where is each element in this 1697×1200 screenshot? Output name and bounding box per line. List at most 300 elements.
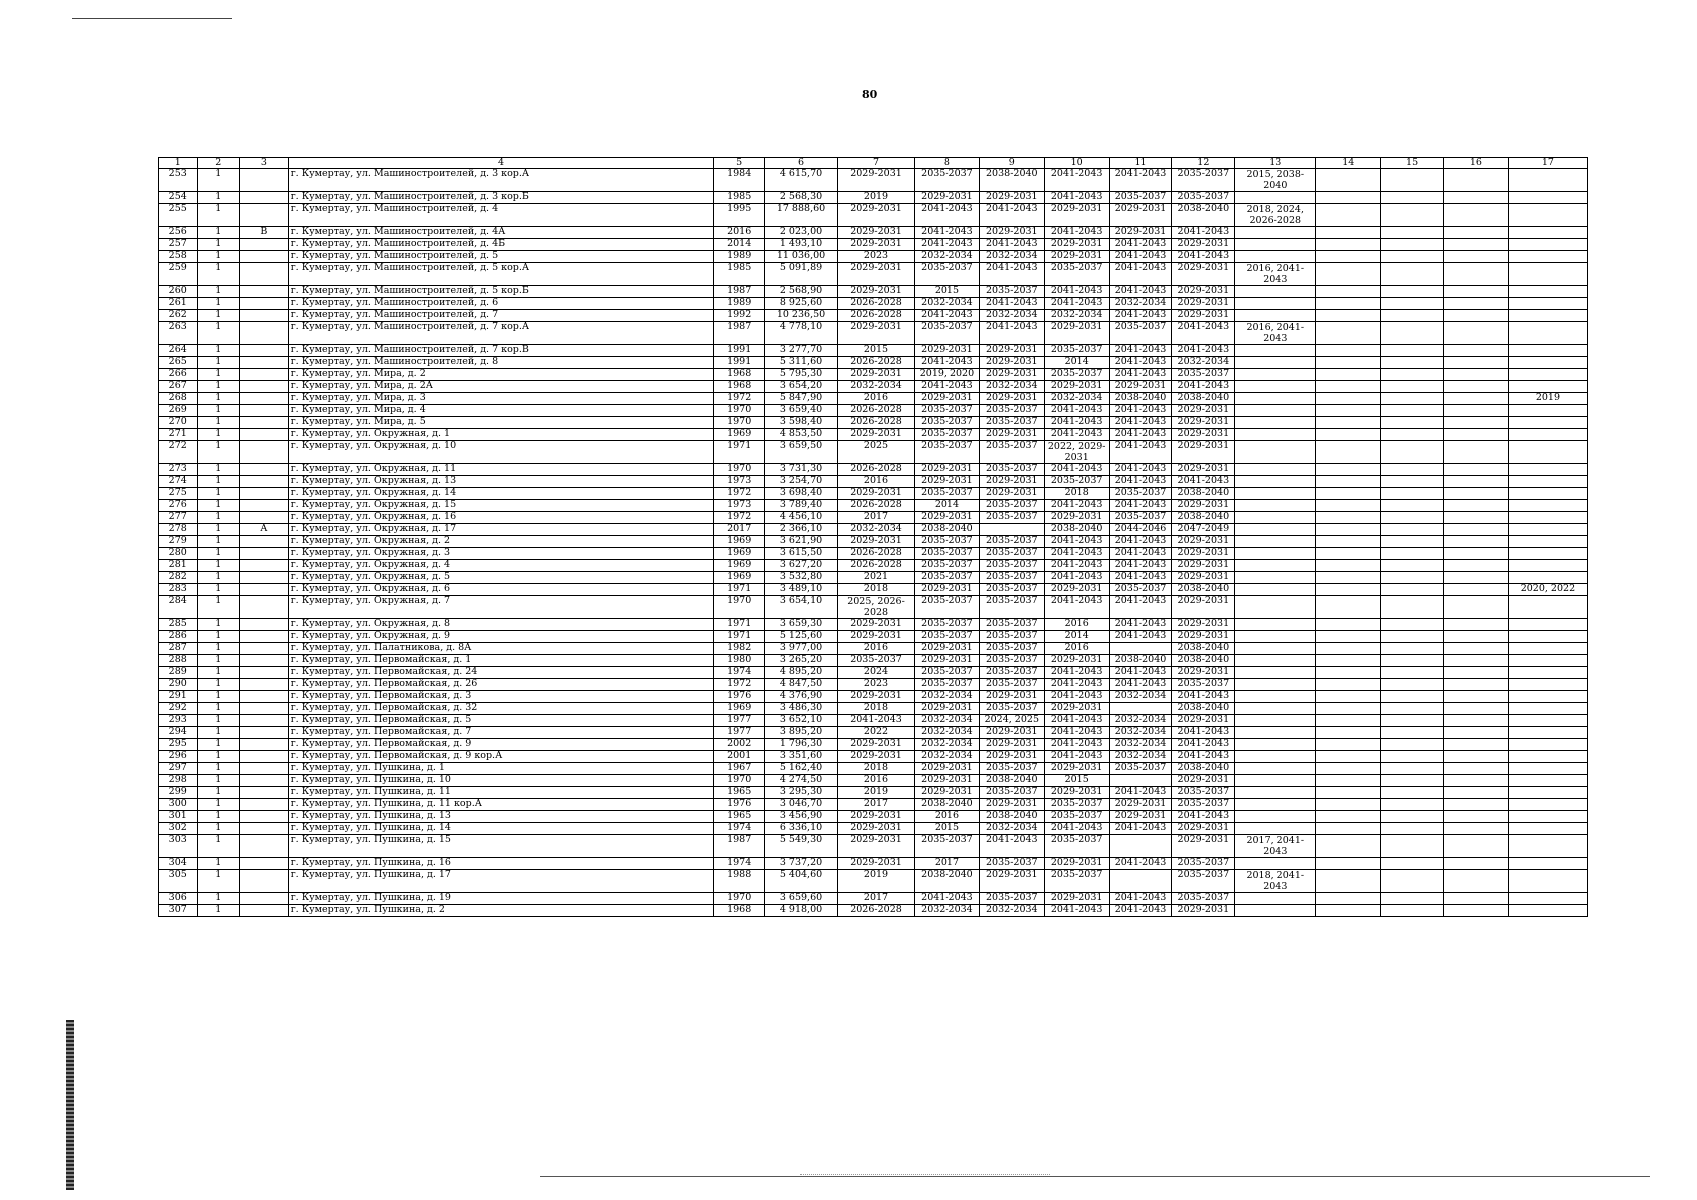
table-cell [1444,512,1509,524]
table-row [159,560,1588,572]
table-cell: 3 977,00 [765,643,838,655]
table-cell [1381,893,1444,905]
table-cell: 2029-2031 [915,512,980,524]
table-cell [1316,345,1381,357]
table-cell: 2035-2037 [979,643,1044,655]
table-cell: 2035-2037 [1172,787,1235,799]
table-cell: 2026-2028 [838,905,915,917]
table-cell [1316,548,1381,560]
table-cell: 2029-2031 [838,227,915,239]
table-cell: 2041-2043 [1109,787,1172,799]
table-cell [1381,763,1444,775]
table-cell: 2038-2040 [1172,393,1235,405]
table-cell [240,667,289,679]
table-cell [1381,858,1444,870]
table-cell: 2035-2037 [979,893,1044,905]
table-cell: 2035-2037 [979,763,1044,775]
table-cell: 1970 [714,405,765,417]
table-cell [1381,476,1444,488]
table-cell: 1 [197,464,240,476]
table-cell [1444,310,1509,322]
table-cell [1381,488,1444,500]
table-cell: 2026-2028 [838,560,915,572]
address-cell: г. Кумертау, ул. Машиностроителей, д. 7 [288,310,714,322]
table-cell: 2035-2037 [979,787,1044,799]
table-cell: 2035-2037 [915,417,980,429]
table-cell [1316,429,1381,441]
table-cell: 1 [197,619,240,631]
table-cell: 3 295,30 [765,787,838,799]
table-cell [1235,691,1316,703]
table-cell: 2021 [838,572,915,584]
table-cell [1444,572,1509,584]
table-cell: 1 [197,512,240,524]
table-cell: 299 [159,787,198,799]
table-cell: 2029-2031 [1172,775,1235,787]
table-cell: 2029-2031 [1172,263,1235,286]
table-cell: 1 [197,715,240,727]
table-cell: 2041-2043 [979,298,1044,310]
table-cell: 2029-2031 [915,643,980,655]
table-cell: 3 615,50 [765,548,838,560]
table-cell [1508,239,1587,251]
table-cell: 294 [159,727,198,739]
table-cell [1381,691,1444,703]
table-cell: 2029-2031 [1109,799,1172,811]
table-body [159,169,1588,917]
table-cell: 3 789,40 [765,500,838,512]
table-cell [1316,703,1381,715]
address-cell: г. Кумертау, ул. Первомайская, д. 5 [288,715,714,727]
table-cell [1444,192,1509,204]
table-cell [1235,488,1316,500]
table-cell [1381,739,1444,751]
table-cell: 2041-2043 [979,239,1044,251]
table-cell: 2029-2031 [838,619,915,631]
address-cell: г. Кумертау, ул. Мира, д. 2А [288,381,714,393]
table-cell [1508,679,1587,691]
table-cell: 1977 [714,727,765,739]
table-cell: 1965 [714,811,765,823]
table-cell: 2029-2031 [838,858,915,870]
table-cell: 2035-2037 [915,488,980,500]
table-cell [1508,286,1587,298]
table-cell [1444,560,1509,572]
table-cell [1508,823,1587,835]
table-cell [1381,751,1444,763]
table-cell [1444,548,1509,560]
table-cell: 1 [197,310,240,322]
table-cell: 2041-2043 [1172,691,1235,703]
table-cell [1381,619,1444,631]
table-cell: 2041-2043 [1109,345,1172,357]
table-cell: 1 [197,560,240,572]
column-number-cell: 14 [1316,158,1381,169]
table-cell: 2032-2034 [1109,739,1172,751]
table-cell: 1 [197,536,240,548]
table-cell: 2018, 2041-2043 [1235,870,1316,893]
table-cell: 2029-2031 [1109,204,1172,227]
table-cell: 1 [197,192,240,204]
table-cell: 2029-2031 [838,204,915,227]
table-cell: 288 [159,655,198,667]
table-cell: 1 [197,345,240,357]
table-cell: 291 [159,691,198,703]
table-cell [240,703,289,715]
table-cell: 2029-2031 [838,322,915,345]
table-cell [1109,870,1172,893]
table-cell [240,429,289,441]
table-cell: 2041-2043 [1109,357,1172,369]
table-cell: 5 795,30 [765,369,838,381]
table-cell: 2029-2031 [1109,381,1172,393]
table-cell: 273 [159,464,198,476]
table-cell: 1987 [714,835,765,858]
table-cell [1316,536,1381,548]
table-row [159,835,1588,858]
address-cell: г. Кумертау, ул. Машиностроителей, д. 6 [288,298,714,310]
table-cell [1381,524,1444,536]
table-row [159,464,1588,476]
table-row [159,239,1588,251]
table-cell [1235,799,1316,811]
table-cell: 2016 [1044,643,1109,655]
table-cell [1235,655,1316,667]
table-cell: 1 [197,893,240,905]
table-cell: 2035-2037 [979,667,1044,679]
column-number-cell: 1 [159,158,198,169]
table-cell [1235,703,1316,715]
table-cell: 2035-2037 [915,631,980,643]
table-cell: 2035-2037 [979,500,1044,512]
table-row [159,393,1588,405]
table-cell [240,787,289,799]
table-cell [1381,227,1444,239]
table-cell: 296 [159,751,198,763]
table-cell [1316,739,1381,751]
table-cell [1381,204,1444,227]
table-cell: 1 [197,369,240,381]
table-row [159,703,1588,715]
column-number-cell: 8 [915,158,980,169]
table-cell [1381,381,1444,393]
table-cell [1508,643,1587,655]
address-cell: г. Кумертау, ул. Машиностроителей, д. 5 кор.Б [288,286,714,298]
table-cell [240,239,289,251]
table-row [159,691,1588,703]
table-cell: 1987 [714,322,765,345]
table-cell: 2041-2043 [1109,823,1172,835]
table-cell [1508,763,1587,775]
table-cell [1316,775,1381,787]
table-cell [1316,298,1381,310]
table-cell [1444,643,1509,655]
table-cell [1316,811,1381,823]
table-cell [1235,345,1316,357]
address-cell: г. Кумертау, ул. Машиностроителей, д. 5 [288,251,714,263]
table-row [159,727,1588,739]
column-number-cell: 3 [240,158,289,169]
table-cell: 3 265,20 [765,655,838,667]
table-cell: 1989 [714,298,765,310]
table-cell: 280 [159,548,198,560]
table-row [159,322,1588,345]
table-cell [1381,787,1444,799]
footer-dotted-rule [800,1174,1050,1175]
table-row [159,369,1588,381]
table-cell [1381,345,1444,357]
table-cell: 257 [159,239,198,251]
table-cell [1235,572,1316,584]
scan-edge-mark [66,1020,74,1190]
table-cell: 2029-2031 [979,393,1044,405]
table-cell [1316,239,1381,251]
table-cell: 1971 [714,441,765,464]
table-cell [1316,405,1381,417]
table-cell: 2035-2037 [979,548,1044,560]
table-cell [1508,464,1587,476]
table-cell: 2017 [838,512,915,524]
table-cell: 2029-2031 [838,691,915,703]
table-cell [240,263,289,286]
table-cell [1508,905,1587,917]
table-cell: 1980 [714,655,765,667]
table-cell: 2035-2037 [1044,870,1109,893]
table-cell [1444,667,1509,679]
table-cell: 279 [159,536,198,548]
table-cell: 2038-2040 [979,811,1044,823]
table-cell [1508,263,1587,286]
table-cell: 2018, 2024, 2026-2028 [1235,204,1316,227]
table-cell: 3 489,10 [765,584,838,596]
table-row [159,739,1588,751]
address-cell: г. Кумертау, ул. Окружная, д. 1 [288,429,714,441]
table-cell: 1984 [714,169,765,192]
table-cell: 1977 [714,715,765,727]
table-cell: 2029-2031 [838,751,915,763]
table-cell: 2020, 2022 [1508,584,1587,596]
table-cell [240,204,289,227]
table-cell [1508,405,1587,417]
table-cell [1444,619,1509,631]
table-cell: 2029-2031 [915,192,980,204]
table-cell [1316,169,1381,192]
table-cell: 2029-2031 [1044,512,1109,524]
table-cell [1444,405,1509,417]
address-cell: г. Кумертау, ул. Машиностроителей, д. 7 кор.В [288,345,714,357]
table-cell [1381,799,1444,811]
table-cell: 1 [197,298,240,310]
table-cell [1235,417,1316,429]
table-row [159,263,1588,286]
table-cell: 3 698,40 [765,488,838,500]
table-cell [1444,369,1509,381]
table-cell [1381,823,1444,835]
table-cell [1508,488,1587,500]
table-cell: 297 [159,763,198,775]
table-cell [1508,369,1587,381]
table-cell: 2016 [838,775,915,787]
table-cell: 1969 [714,548,765,560]
table-cell: 2041-2043 [1172,345,1235,357]
table-cell: 3 046,70 [765,799,838,811]
table-cell [1444,429,1509,441]
table-cell: 2038-2040 [1109,393,1172,405]
table-cell: 2029-2031 [979,429,1044,441]
table-cell [1508,548,1587,560]
table-cell [240,619,289,631]
table-cell [240,715,289,727]
table-cell: 2035-2037 [1044,835,1109,858]
table-cell: 1 [197,322,240,345]
table-cell: 2029-2031 [838,631,915,643]
table-cell: 2029-2031 [979,345,1044,357]
address-cell: г. Кумертау, ул. Окружная, д. 8 [288,619,714,631]
table-cell [1444,251,1509,263]
table-cell: 2041-2043 [1044,429,1109,441]
table-cell: 1988 [714,870,765,893]
table-row [159,858,1588,870]
table-cell: 2041-2043 [979,835,1044,858]
table-row [159,596,1588,619]
table-cell: 2035-2037 [979,655,1044,667]
table-cell: 5 311,60 [765,357,838,369]
table-cell [1235,727,1316,739]
table-cell [1381,239,1444,251]
table-cell: 2035-2037 [1109,584,1172,596]
table-cell [1381,667,1444,679]
table-cell: 295 [159,739,198,751]
table-cell: 2032-2034 [915,715,980,727]
table-cell: 1971 [714,619,765,631]
table-cell: 2041-2043 [915,310,980,322]
table-cell: 2035-2037 [1172,369,1235,381]
table-cell [240,417,289,429]
address-cell: г. Кумертау, ул. Окружная, д. 14 [288,488,714,500]
table-cell [1508,310,1587,322]
table-cell [1235,631,1316,643]
table-cell: 2035-2037 [979,417,1044,429]
table-cell: 2032-2034 [1109,751,1172,763]
table-cell: 2035-2037 [915,835,980,858]
table-cell: 2029-2031 [915,584,980,596]
table-cell [979,524,1044,536]
table-cell [1508,572,1587,584]
table-cell: 2016 [1044,619,1109,631]
table-cell: 2029-2031 [1044,239,1109,251]
table-cell: 6 336,10 [765,823,838,835]
table-cell: 2032-2034 [979,823,1044,835]
table-cell [1508,835,1587,858]
table-cell: 2002 [714,739,765,751]
table-cell: 2041-2043 [1109,405,1172,417]
table-row [159,524,1588,536]
table-cell [1381,835,1444,858]
table-cell: 3 486,30 [765,703,838,715]
table-cell: 5 549,30 [765,835,838,858]
table-cell [1444,691,1509,703]
table-cell: 2041-2043 [1172,251,1235,263]
column-number-cell: 11 [1109,158,1172,169]
table-cell [1444,727,1509,739]
table-cell: 2041-2043 [1044,548,1109,560]
table-cell [1235,643,1316,655]
table-cell: 2041-2043 [1044,192,1109,204]
table-cell: 2041-2043 [1172,476,1235,488]
table-cell [240,835,289,858]
table-cell: 3 456,90 [765,811,838,823]
table-cell [240,345,289,357]
table-cell [1316,192,1381,204]
table-cell: 2041-2043 [1044,417,1109,429]
table-cell: 2035-2037 [915,548,980,560]
table-cell: 1976 [714,691,765,703]
table-cell [1316,679,1381,691]
table-cell [1381,393,1444,405]
table-cell [1381,536,1444,548]
table-cell [1235,823,1316,835]
table-row [159,631,1588,643]
table-cell: 1 [197,227,240,239]
table-cell: 2041-2043 [1109,631,1172,643]
table-row [159,204,1588,227]
table-cell: 268 [159,393,198,405]
table-cell: 1991 [714,357,765,369]
table-cell: 2029-2031 [1044,858,1109,870]
table-cell: 282 [159,572,198,584]
table-cell: 1 [197,500,240,512]
table-cell [1381,631,1444,643]
table-cell: 1 [197,775,240,787]
address-cell: г. Кумертау, ул. Окружная, д. 15 [288,500,714,512]
table-cell: 2032-2034 [979,905,1044,917]
table-cell: 2026-2028 [838,357,915,369]
table-cell: 2038-2040 [1109,655,1172,667]
table-row [159,870,1588,893]
table-cell: 2029-2031 [1172,905,1235,917]
table-cell: 3 659,30 [765,619,838,631]
table-cell: 2029-2031 [1044,703,1109,715]
table-cell: 302 [159,823,198,835]
table-cell [1109,775,1172,787]
address-cell: г. Кумертау, ул. Мира, д. 3 [288,393,714,405]
table-cell: 1974 [714,667,765,679]
table-row [159,811,1588,823]
address-cell: г. Кумертау, ул. Первомайская, д. 9 кор.А [288,751,714,763]
table-cell: 2041-2043 [1109,667,1172,679]
table-cell [1316,417,1381,429]
table-cell: А [240,524,289,536]
table-cell [1444,596,1509,619]
table-cell: 307 [159,905,198,917]
table-cell: 1 [197,286,240,298]
table-cell: 2041-2043 [915,239,980,251]
table-cell [240,775,289,787]
table-cell: 1985 [714,192,765,204]
table-cell: 2029-2031 [1172,560,1235,572]
table-cell: 2029-2031 [1044,787,1109,799]
footer-rule [540,1176,1650,1177]
table-cell [1444,441,1509,464]
table-row [159,286,1588,298]
table-cell: 2026-2028 [838,298,915,310]
table-cell [240,870,289,893]
table-cell [1381,703,1444,715]
table-cell: 2029-2031 [1172,596,1235,619]
table-cell [1508,655,1587,667]
table-cell: 2029-2031 [838,429,915,441]
table-cell [240,596,289,619]
